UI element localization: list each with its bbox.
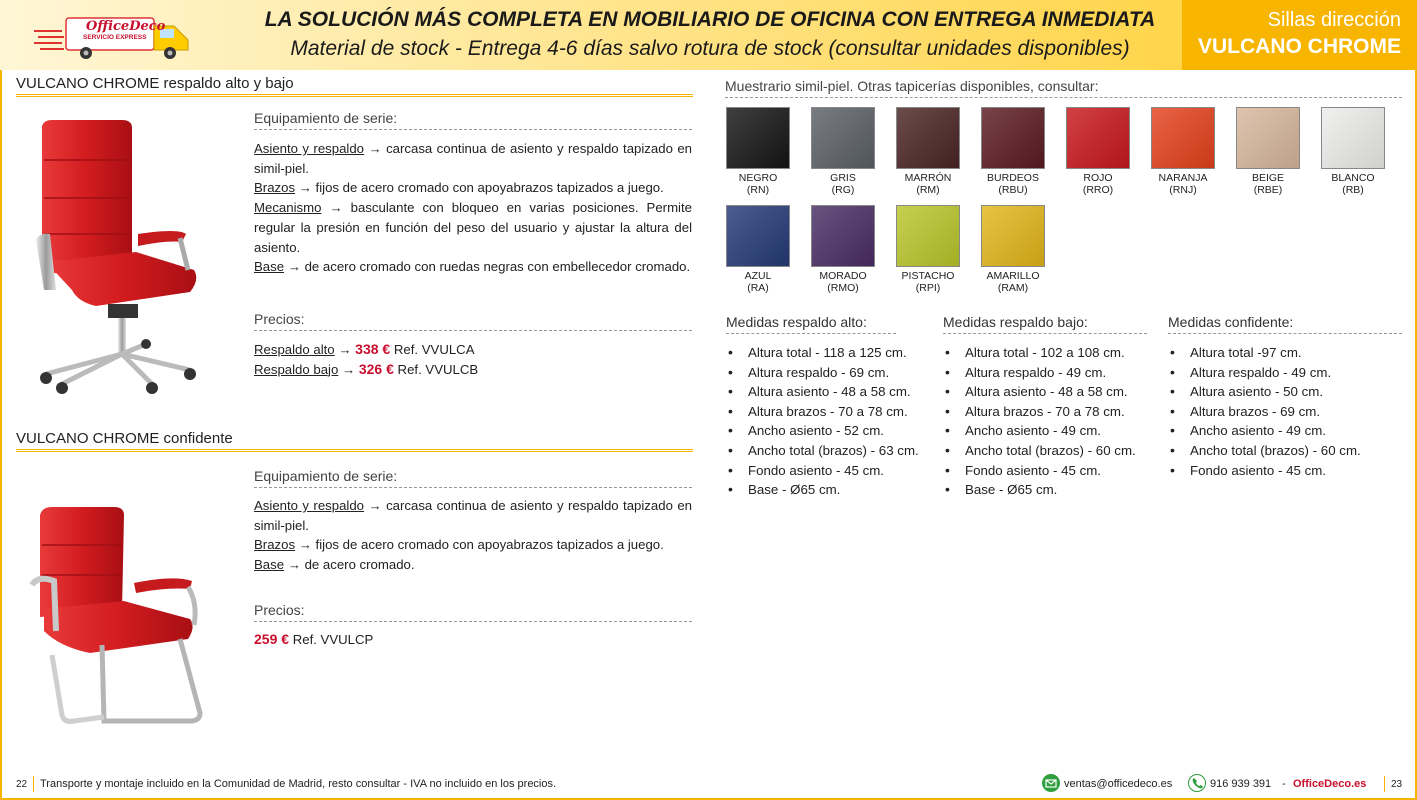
header-banner — [0, 0, 1417, 70]
swatch-code: (RBU) — [998, 184, 1028, 196]
measure-item: • Ancho total (brazos) - 60 cm. — [945, 441, 1136, 461]
p2-feature-base — [254, 555, 692, 575]
swatch-marrón — [896, 107, 960, 169]
measure-item: • Altura respaldo - 69 cm. — [728, 363, 919, 383]
price-value: 259 € — [254, 631, 290, 647]
swatch-name: MORADO — [819, 270, 867, 282]
measures-list — [1170, 343, 1361, 480]
p2-equip-heading: Equipamiento de serie: — [254, 468, 398, 484]
measures-title: Medidas respaldo bajo: — [943, 314, 1088, 330]
page-number-right: 23 — [1391, 779, 1403, 790]
swatch-name: MARRÓN — [904, 172, 952, 184]
phone-icon — [1188, 774, 1206, 792]
p1-feature-mechanism — [254, 198, 692, 257]
footer-email-link[interactable]: ventas@officedeco.es — [1064, 778, 1173, 790]
p2-features — [254, 496, 692, 575]
feature-text: → basculante con bloqueo en varias posiciones. Permite regular la presión en función del peso del usuario y ajustar la altura del asiento. — [254, 200, 692, 255]
price-label: Respaldo bajo — [254, 361, 339, 377]
swatch-label — [801, 270, 885, 294]
arrow: → — [338, 361, 359, 377]
page-subtitle: Material de stock - Entrega 4-6 días salvo rotura de stock (consultar unidades disponibles) — [290, 37, 1130, 60]
swatch-gris — [811, 107, 875, 169]
swatch-label — [1056, 172, 1140, 196]
p1-prices-heading: Precios: — [254, 311, 305, 327]
feature-label: Base — [254, 259, 285, 275]
feature-label: Asiento y respaldo — [254, 498, 365, 513]
p1-feature-arms — [254, 178, 692, 198]
p1-equip-heading: Equipamiento de serie: — [254, 110, 398, 126]
logo-text: OfficeDeco — [86, 19, 166, 34]
p1-feature-base — [254, 257, 692, 277]
swatch-code: (RNJ) — [1169, 184, 1197, 196]
measure-item: • Ancho asiento - 52 cm. — [728, 421, 919, 441]
measure-item: • Altura brazos - 70 a 78 cm. — [945, 402, 1136, 422]
measure-item: • Ancho asiento - 49 cm. — [1170, 421, 1361, 441]
red-visitor-chair-image — [28, 505, 208, 733]
footer-phone[interactable]: 916 939 391 — [1210, 778, 1272, 790]
footer-separator: - — [1282, 778, 1286, 790]
page-title: LA SOLUCIÓN MÁS COMPLETA EN MOBILIARIO DE OFICINA CON ENTREGA INMEDIATA — [264, 8, 1156, 31]
measure-item: • Ancho asiento - 49 cm. — [945, 421, 1136, 441]
swatch-naranja — [1151, 107, 1215, 169]
feature-label: Asiento y respaldo — [254, 141, 365, 156]
swatch-code: (RBE) — [1253, 184, 1283, 196]
price-value: 338 € — [355, 341, 391, 357]
product2-title: VULCANO CHROME confidente — [16, 430, 233, 447]
footer-note: Transporte y montaje incluido en la Comunidad de Madrid, resto consultar - IVA no incluido en los precios. — [40, 778, 557, 790]
swatch-label — [1226, 172, 1310, 196]
swatch-label — [971, 172, 1055, 196]
swatch-title: Muestrario simil-piel. Otras tapicerías disponibles, consultar: — [725, 78, 1099, 94]
feature-label: Brazos — [254, 180, 296, 196]
swatch-label — [971, 270, 1055, 294]
measure-item: • Altura asiento - 48 a 58 cm. — [945, 382, 1136, 402]
measure-item: • Ancho total (brazos) - 60 cm. — [1170, 441, 1361, 461]
measures-list — [945, 343, 1136, 500]
p2-feature-seat — [254, 496, 692, 535]
swatch-name: BEIGE — [1251, 172, 1285, 184]
swatch-label — [801, 172, 885, 196]
swatch-name: BLANCO — [1331, 172, 1375, 184]
footer-divider — [33, 776, 34, 792]
swatch-code: (RRO) — [1082, 184, 1114, 196]
measure-item: • Base - Ø65 cm. — [945, 480, 1136, 500]
swatch-code: (RMO) — [827, 282, 859, 294]
dashed-divider — [254, 330, 692, 331]
dashed-divider — [254, 129, 692, 130]
price-ref: Ref. VVULCP — [289, 632, 374, 647]
measure-item: • Altura asiento - 50 cm. — [1170, 382, 1361, 402]
measure-item: • Fondo asiento - 45 cm. — [1170, 461, 1361, 481]
p1-feature-seat — [254, 139, 692, 178]
measure-item: • Altura brazos - 69 cm. — [1170, 402, 1361, 422]
swatch-label — [716, 270, 800, 294]
measure-item: • Altura total - 102 a 108 cm. — [945, 343, 1136, 363]
footer — [0, 770, 1417, 800]
red-executive-chair-image — [28, 112, 208, 404]
measure-item: • Altura respaldo - 49 cm. — [945, 363, 1136, 383]
p2-feature-arms — [254, 535, 692, 555]
swatch-blanco — [1321, 107, 1385, 169]
swatch-label — [1141, 172, 1225, 196]
feature-text: → fijos de acero cromado con apoyabrazos tapizados a juego. — [295, 537, 664, 553]
price-ref: Ref. VVULCA — [390, 342, 475, 357]
measures-list — [728, 343, 919, 500]
swatch-code: (RB) — [1342, 184, 1364, 196]
product1-title: VULCANO CHROME respaldo alto y bajo — [16, 75, 294, 92]
measure-item: • Altura brazos - 70 a 78 cm. — [728, 402, 919, 422]
measure-item: • Altura respaldo - 49 cm. — [1170, 363, 1361, 383]
p2-prices-heading: Precios: — [254, 602, 305, 618]
mail-icon — [1042, 774, 1060, 792]
swatch-name: PISTACHO — [901, 270, 955, 282]
section-divider — [16, 449, 693, 452]
price-ref: Ref. VVULCB — [393, 361, 479, 377]
p1-prices — [254, 340, 692, 379]
footer-divider — [1384, 776, 1385, 792]
dashed-divider — [1168, 333, 1402, 334]
swatch-code: (RA) — [747, 282, 769, 294]
dashed-divider — [254, 621, 692, 622]
measure-item: • Base - Ø65 cm. — [728, 480, 919, 500]
swatch-morado — [811, 205, 875, 267]
swatch-name: ROJO — [1083, 172, 1113, 184]
feature-label: Brazos — [254, 537, 296, 553]
feature-label: Mecanismo — [254, 200, 322, 216]
measures-title: Medidas confidente: — [1168, 314, 1294, 330]
swatch-pistacho — [896, 205, 960, 267]
swatch-code: (RN) — [746, 184, 770, 196]
price-row-low-back — [254, 360, 692, 380]
swatch-name: NEGRO — [738, 172, 778, 184]
swatch-amarillo — [981, 205, 1045, 267]
product-family-label: VULCANO CHROME — [1198, 35, 1401, 58]
swatch-code: (RAM) — [997, 282, 1029, 294]
measures-title: Medidas respaldo alto: — [726, 314, 867, 330]
dashed-divider — [725, 97, 1402, 98]
feature-text: → carcasa continua de asiento y respaldo tapizado en simil-piel. — [254, 141, 692, 176]
swatch-name: AMARILLO — [986, 270, 1040, 282]
swatch-name: BURDEOS — [987, 172, 1039, 184]
swatch-name: AZUL — [744, 270, 772, 282]
feature-label: Base — [254, 557, 285, 573]
price-label: Respaldo alto — [254, 342, 335, 357]
p1-features — [254, 139, 692, 277]
p2-price-row — [254, 630, 692, 650]
dashed-divider — [254, 487, 692, 488]
swatch-burdeos — [981, 107, 1045, 169]
category-label: Sillas dirección — [1267, 9, 1401, 31]
measure-item: • Altura asiento - 48 a 58 cm. — [728, 382, 919, 402]
dashed-divider — [943, 333, 1147, 334]
swatch-label — [716, 172, 800, 196]
feature-text: → fijos de acero cromado con apoyabrazos tapizados a juego. — [295, 180, 664, 196]
swatch-azul — [726, 205, 790, 267]
measure-item: • Altura total -97 cm. — [1170, 343, 1361, 363]
measure-item: • Fondo asiento - 45 cm. — [945, 461, 1136, 481]
footer-brand-link[interactable]: OfficeDeco.es — [1293, 778, 1367, 790]
swatch-code: (RG) — [831, 184, 855, 196]
swatch-code: (RM) — [916, 184, 940, 196]
measure-item: • Fondo asiento - 45 cm. — [728, 461, 919, 481]
price-value: 326 € — [358, 360, 394, 377]
measure-item: • Altura total - 118 a 125 cm. — [728, 343, 919, 363]
arrow: → — [334, 342, 356, 357]
swatch-name: NARANJA — [1158, 172, 1208, 184]
page-number-left: 22 — [16, 779, 28, 790]
section-divider — [16, 94, 693, 97]
swatch-beige — [1236, 107, 1300, 169]
feature-text: → de acero cromado. — [284, 557, 415, 573]
swatch-code: (RPI) — [915, 282, 941, 294]
swatch-rojo — [1066, 107, 1130, 169]
logo-tagline: SERVICIO EXPRESS — [83, 34, 147, 41]
swatch-label — [1311, 172, 1395, 196]
price-row-high-back — [254, 340, 692, 360]
feature-text: → de acero cromado con ruedas negras con embellecedor cromado. — [284, 259, 691, 275]
measure-item: • Ancho total (brazos) - 63 cm. — [728, 441, 919, 461]
feature-text: → carcasa continua de asiento y respaldo tapizado en simil-piel. — [254, 498, 692, 533]
swatch-name: GRIS — [830, 172, 856, 184]
swatch-negro — [726, 107, 790, 169]
dashed-divider — [726, 333, 896, 334]
swatch-label — [886, 172, 970, 196]
swatch-label — [886, 270, 970, 294]
